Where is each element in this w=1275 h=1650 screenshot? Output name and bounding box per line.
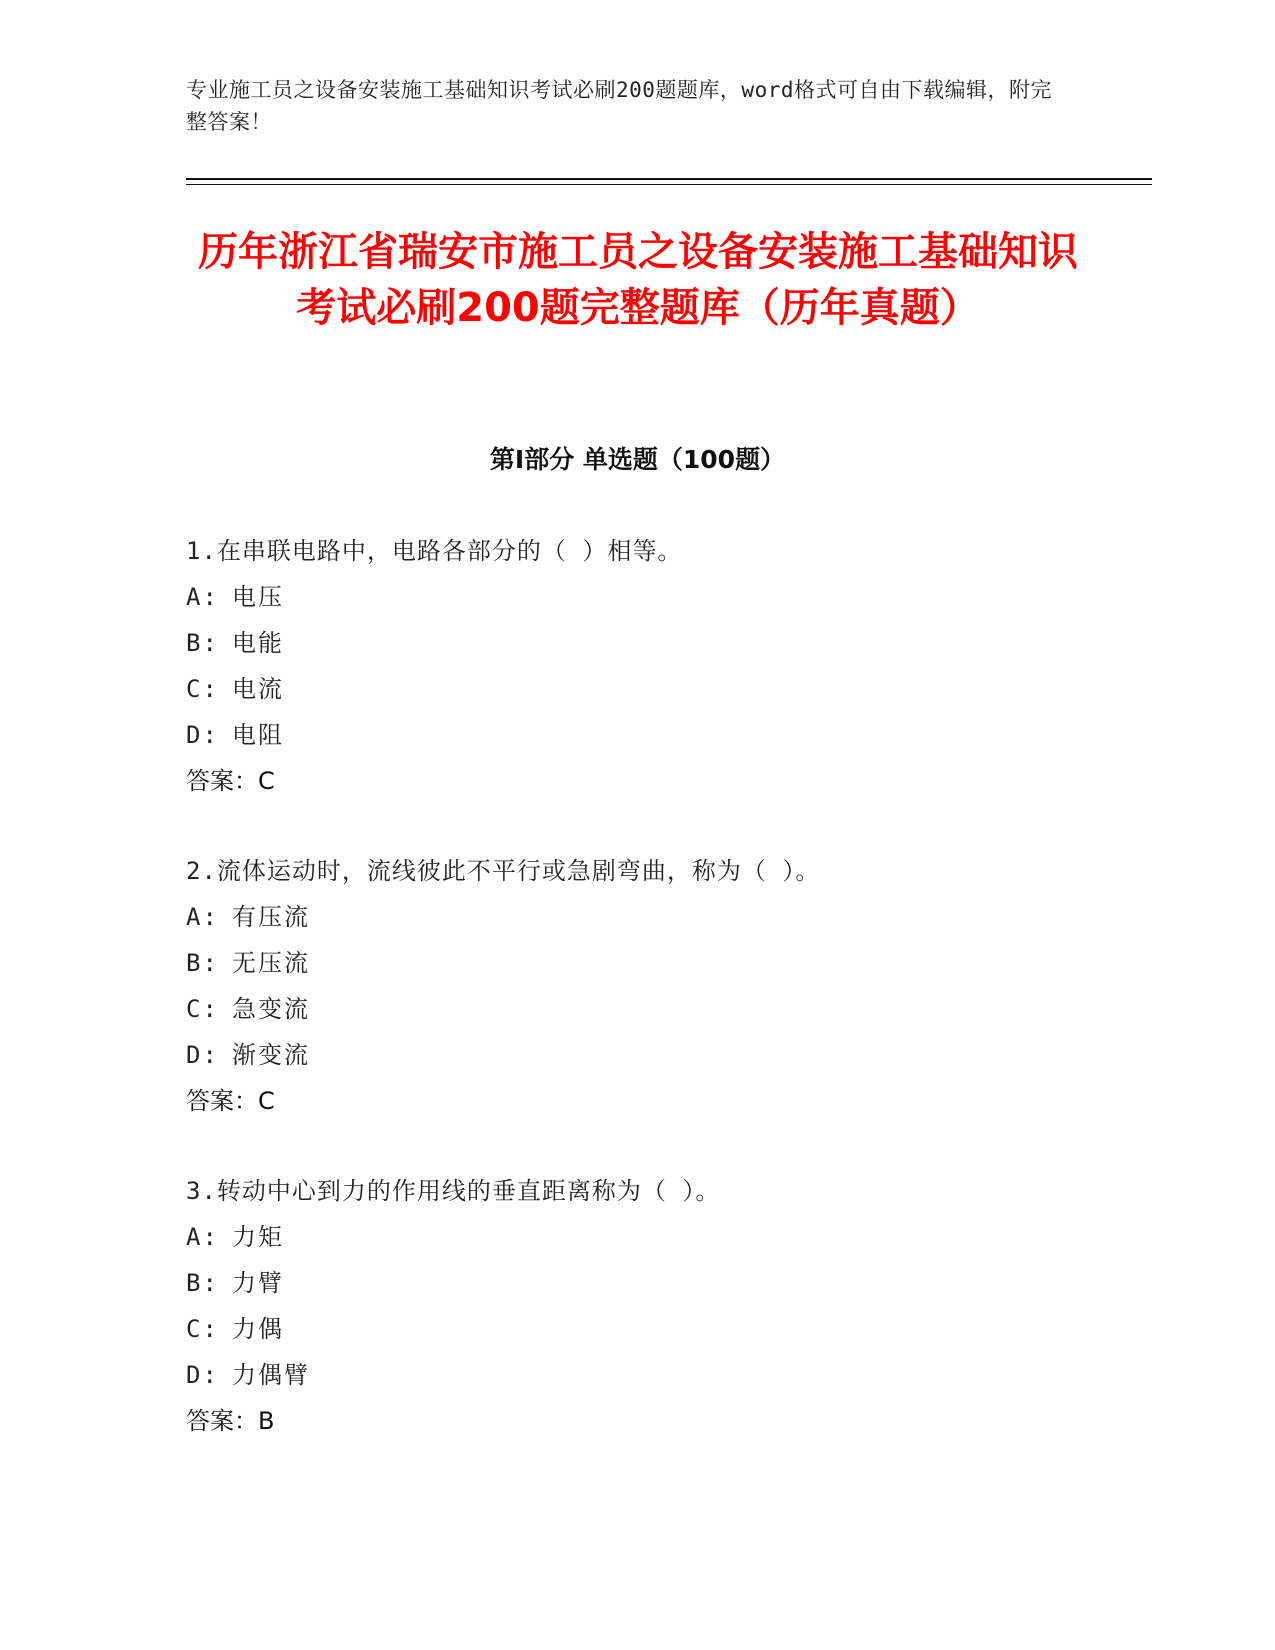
option-key: D: — [186, 721, 219, 749]
question-stem: 1.在串联电路中，电路各部分的（ ）相等。 — [186, 537, 683, 565]
option-key: B: — [186, 949, 219, 977]
option-d — [186, 1352, 1146, 1398]
section-heading: 第I部分 单选题（100题） — [489, 445, 786, 474]
option-a — [186, 574, 1146, 620]
answer-label: 答案： — [186, 1087, 258, 1115]
option-key: D: — [186, 1361, 219, 1389]
question-stem: 3.转动中心到力的作用线的垂直距离称为（ ）。 — [186, 1177, 721, 1205]
option-key: A: — [186, 1223, 219, 1251]
answer-line — [186, 1398, 1146, 1444]
option-key: C: — [186, 1315, 219, 1343]
option-text: 电能 — [232, 629, 284, 657]
header-divider-thin — [186, 184, 1152, 185]
option-key: D: — [186, 1041, 219, 1069]
option-text: 电阻 — [232, 721, 284, 749]
option-c — [186, 666, 1146, 712]
question-3 — [186, 1168, 1146, 1444]
header-divider-thick — [186, 178, 1152, 180]
question-1 — [186, 528, 1146, 804]
document-title: 历年浙江省瑞安市施工员之设备安装施工基础知识考试必刷200题完整题库（历年真题） — [198, 229, 1078, 331]
answer-value: B — [258, 1407, 275, 1435]
option-d — [186, 1032, 1146, 1078]
answer-line — [186, 758, 1146, 804]
question-2 — [186, 848, 1146, 1124]
option-key: A: — [186, 903, 219, 931]
option-text: 力偶臂 — [232, 1361, 310, 1389]
option-a — [186, 894, 1146, 940]
option-d — [186, 712, 1146, 758]
header-note: 专业施工员之设备安装施工基础知识考试必刷200题题库，word格式可自由下载编辑，附完整答案！ — [186, 78, 1052, 134]
option-text: 急变流 — [232, 995, 310, 1023]
option-text: 力臂 — [232, 1269, 284, 1297]
option-key: A: — [186, 583, 219, 611]
answer-value: C — [258, 767, 275, 795]
option-a — [186, 1214, 1146, 1260]
option-key: C: — [186, 995, 219, 1023]
option-key: B: — [186, 1269, 219, 1297]
option-c — [186, 986, 1146, 1032]
answer-value: C — [258, 1087, 275, 1115]
option-b — [186, 1260, 1146, 1306]
option-text: 力偶 — [232, 1315, 284, 1343]
option-c — [186, 1306, 1146, 1352]
option-text: 有压流 — [232, 903, 310, 931]
option-key: C: — [186, 675, 219, 703]
option-b — [186, 620, 1146, 666]
answer-line — [186, 1078, 1146, 1124]
option-text: 渐变流 — [232, 1041, 310, 1069]
answer-label: 答案： — [186, 1407, 258, 1435]
option-text: 电流 — [232, 675, 284, 703]
option-b — [186, 940, 1146, 986]
option-key: B: — [186, 629, 219, 657]
option-text: 电压 — [232, 583, 284, 611]
option-text: 力矩 — [232, 1223, 284, 1251]
question-stem: 2.流体运动时，流线彼此不平行或急剧弯曲，称为（ ）。 — [186, 857, 821, 885]
answer-label: 答案： — [186, 767, 258, 795]
option-text: 无压流 — [232, 949, 310, 977]
